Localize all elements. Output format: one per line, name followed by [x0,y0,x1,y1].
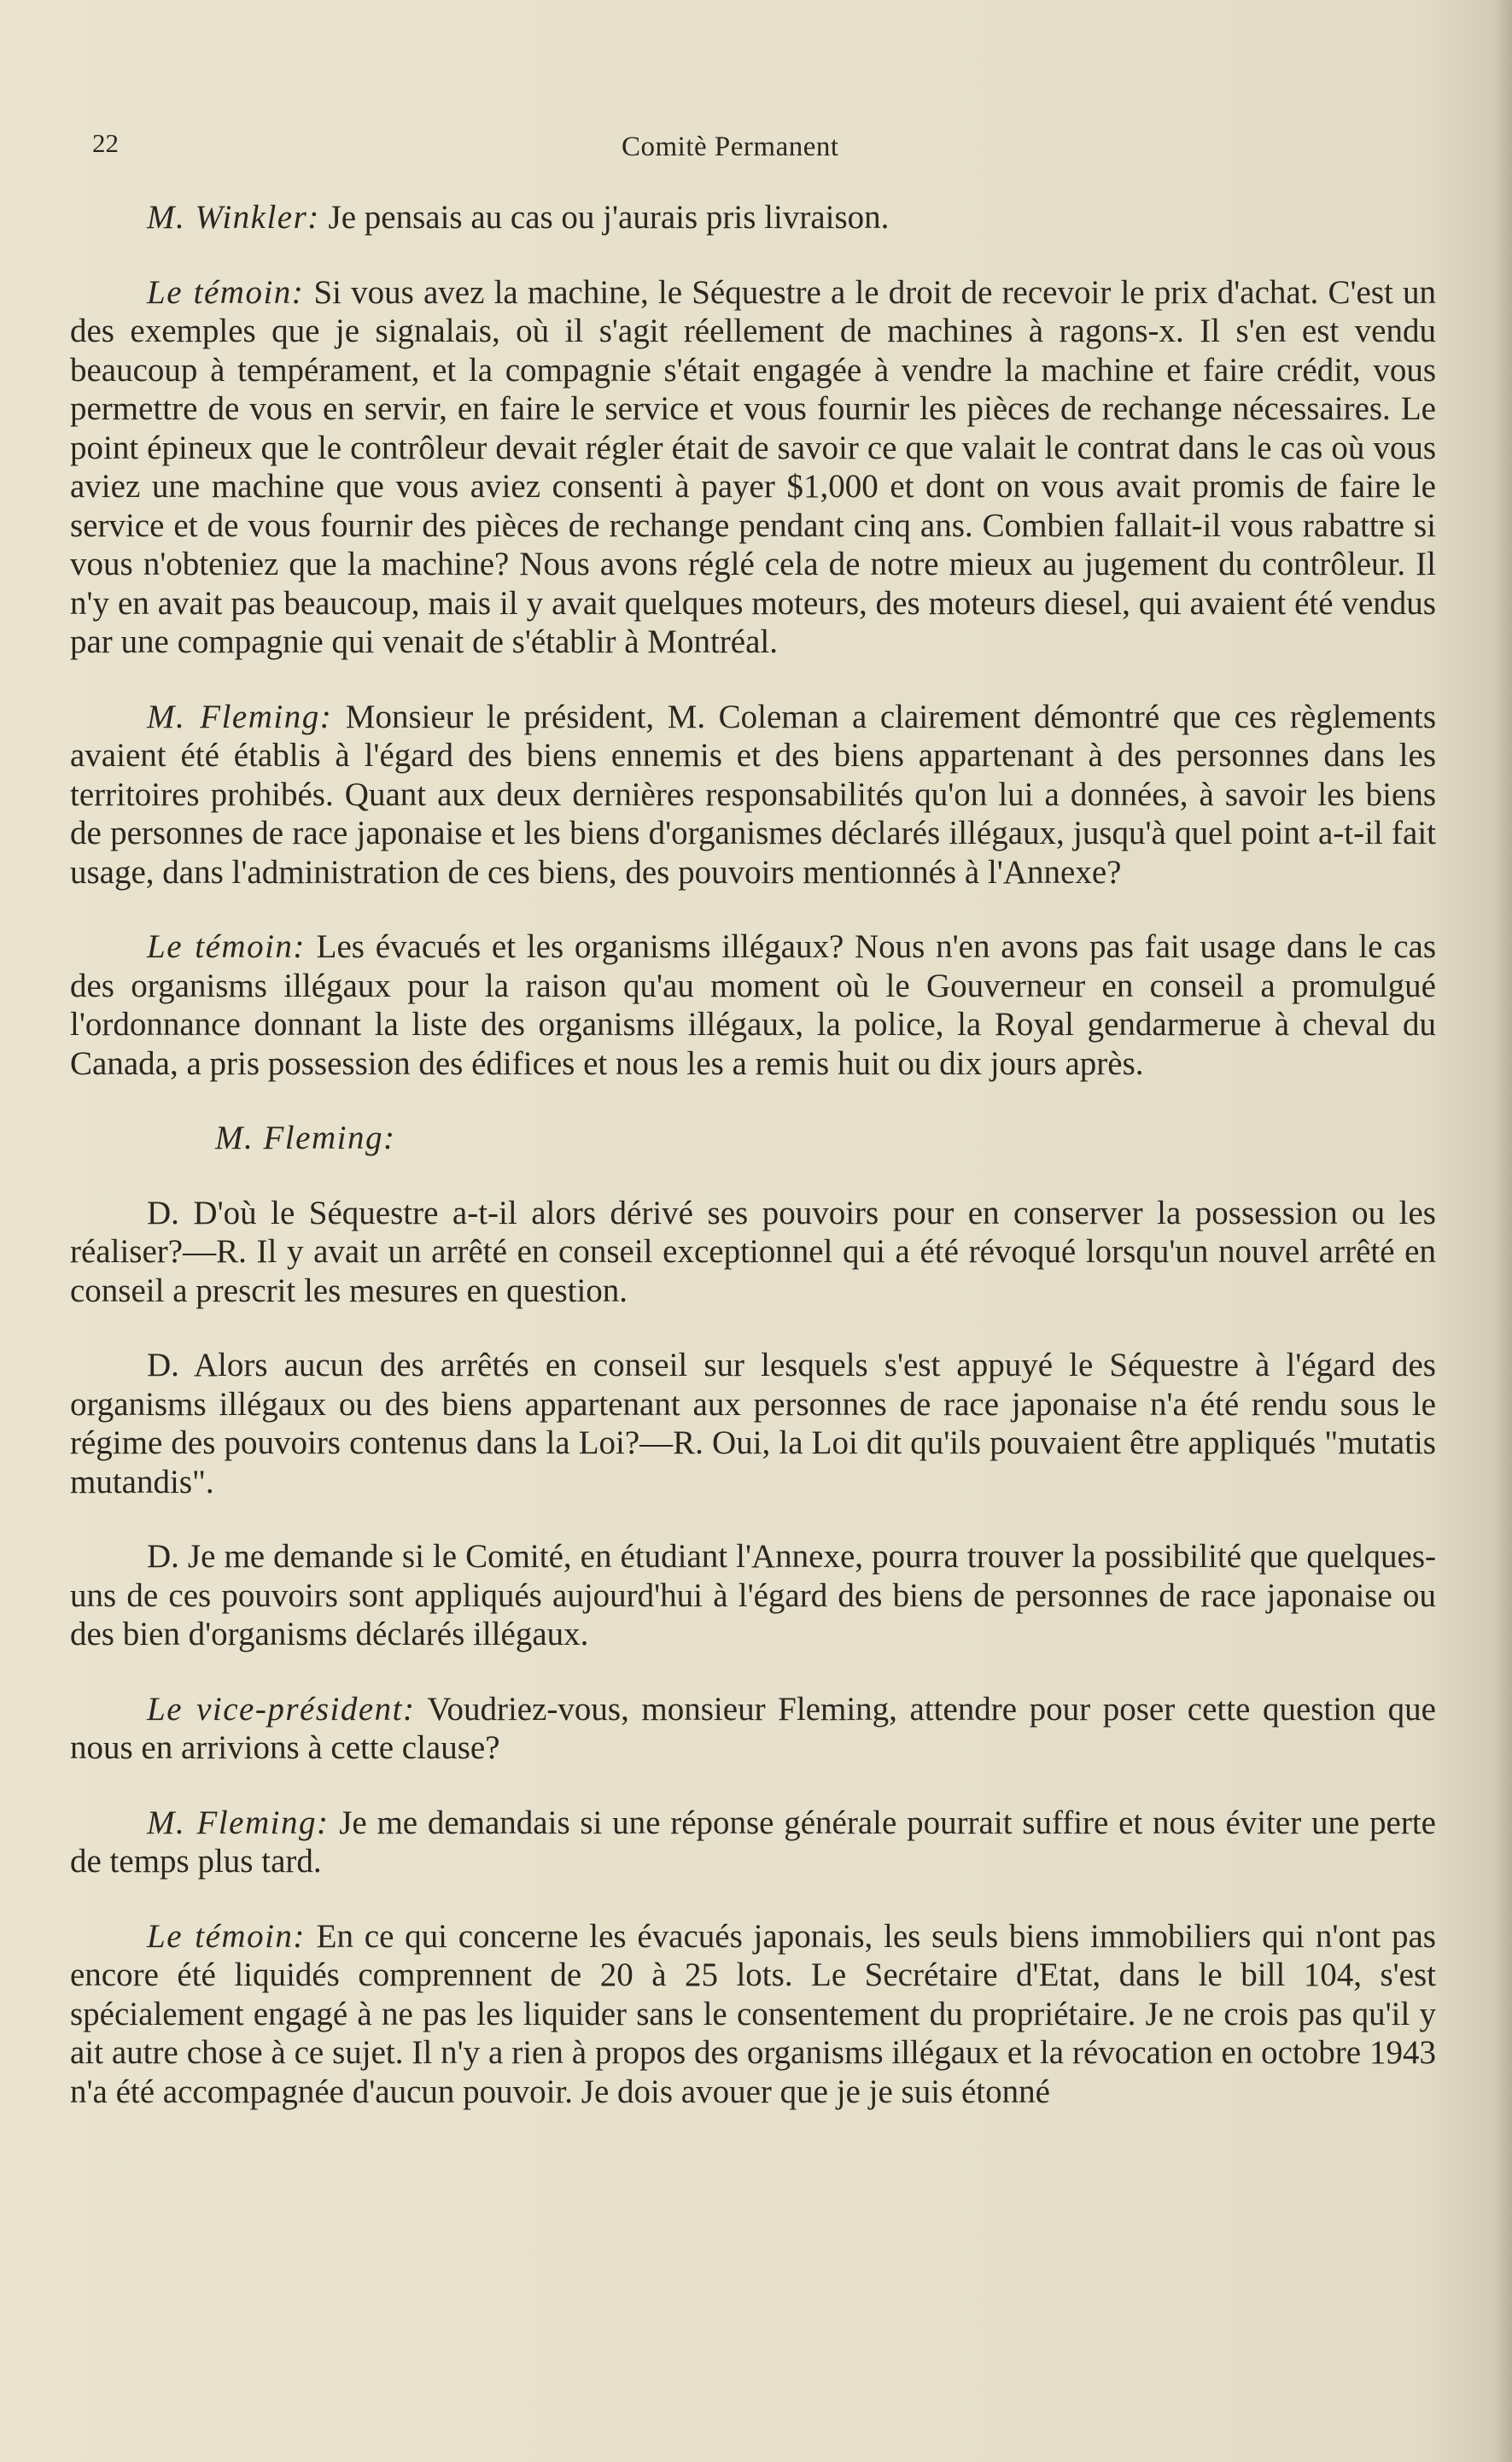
page-number: 22 [92,128,119,158]
speaker-name: M. Winkler: [147,199,320,236]
paragraph-text: Monsieur le président, M. Coleman a clairement démontré que ces règlements avaient été établis à l'égard des biens ennemis et des biens appartenant à des personnes dans les territoires prohibés. Quant aux deux dernières responsabilités qu'on lui a données, à savoir les biens de personnes de race japonaise et les biens d'organismes déclarés illégaux, jusqu'à quel point a-t-il fait usage, dans l'administration de ces biens, des pouvoirs mentionnés à l'Annexe? [70,698,1436,891]
page-header [92,128,1424,171]
paragraph-temoin-1 [70,273,1436,662]
paragraph-question-1 [70,1194,1436,1311]
paragraph-temoin-2 [70,927,1436,1083]
paragraph-fleming-2 [70,1804,1436,1881]
running-title: Comitè Permanent [622,132,839,162]
paragraph-text: En ce qui concerne les évacués japonais, les seuls biens immobiliers qui n'ont pas encore été liquidés comprennent de 20 à 25 lots. Le Secrétaire d'Etat, dans le bill 104, s'est spécialement engagé à ne pas les liquider sans le consentement du propriétaire. Je ne crois pas qu'il y ait autre chose à ce sujet. Il n'y a rien à propos des organisms illégaux et la révocation en octobre 1943 n'a été accompagnée d'aucun pouvoir. Je dois avouer que je je suis étonné [70,1917,1436,2110]
paragraph-text: Les évacués et les organisms illégaux? Nous n'en avons pas fait usage dans le cas des organisms illégaux pour la raison qu'au moment où le Gouverneur en conseil a promulgué l'ordonnance donnant la liste des organisms illégaux, la police, la Royal gendarmerue à cheval du Canada, a pris possession des édifices et nous les a remis huit ou dix jours après. [70,928,1436,1082]
paragraph-temoin-3 [70,1917,1436,2112]
paragraph-text: D. Je me demande si le Comité, en étudiant l'Annexe, pourra trouver la possibilité que quelques-uns de ces pouvoirs sont appliqués aujourd'hui à l'égard des biens de personnes de race japonaise ou des bien d'organisms déclarés illégaux. [70,1538,1436,1652]
paragraph-fleming-heading [70,1119,1436,1158]
paragraph-text: D. Alors aucun des arrêtés en conseil sur lesquels s'est appuyé le Séquestre à l'égard des organisms illégaux ou des biens appartenant aux personnes de race japonaise n'a été rendu sous le régime des pouvoirs contenus dans la Loi?—R. Oui, la Loi dit qu'ils pouvaient être appliqués "mutatis mutandis". [70,1347,1436,1500]
paragraph-winkler [70,198,1436,237]
paragraph-text: D. D'où le Séquestre a-t-il alors dérivé ses pouvoirs pour en conserver la possession ou les réaliser?—R. Il y avait un arrêté en conseil exceptionnel qui a été révoqué lorsqu'un nouvel arrêté en conseil a prescrit les mesures en question. [70,1194,1436,1309]
paragraph-text: Je pensais au cas ou j'aurais pris livraison. [319,199,890,236]
speaker-name: M. Fleming: [147,698,333,735]
paragraph-text: Voudriez-vous, monsieur Fleming, attendre pour poser cette question que nous en arrivions à cette clause? [70,1690,1436,1766]
speaker-name: M. Fleming: [147,1804,330,1841]
body-text [70,198,1436,2147]
speaker-name: Le vice-président: [147,1690,416,1728]
speaker-name: Le témoin: [147,1917,306,1955]
paragraph-question-2 [70,1346,1436,1501]
speaker-name: Le témoin: [147,928,306,965]
page-spine-shadow [1493,0,1512,2462]
paragraph-question-3 [70,1537,1436,1654]
paragraph-fleming-1 [70,698,1436,892]
speaker-name: M. Fleming: [215,1120,396,1156]
paragraph-vice-president [70,1690,1436,1768]
speaker-name: Le témoin: [147,273,305,311]
paragraph-text: Si vous avez la machine, le Séquestre a le droit de recevoir le prix d'achat. C'est un des exemples que je signalais, où il s'agit réellement de machines à ragons-x. Il s'en est vendu beaucoup à tempérament, et la compagnie s'était engagée à vendre la machine et faire crédit, vous permettre de vous en servir, en faire le service et vous fournir les pièces de rechange nécessaires. Le point épineux que le contrôleur devait régler était de savoir ce que valait le contrat dans le cas où vous aviez une machine que vous aviez consenti à payer $1,000 et dont on vous avait promis de faire le service et de vous fournir des pièces de rechange pendant cinq ans. Combien fallait-il vous rabattre si vous n'obteniez que la machine? Nous avons réglé cela de notre mieux au jugement du contrôleur. Il n'y en avait pas beaucoup, mais il y avait quelques moteurs, des moteurs diesel, qui avaient été vendus par une compagnie qui venait de s'établir à Montréal. [70,273,1436,660]
paragraph-text: Je me demandais si une réponse générale pourrait suffire et nous éviter une perte de temps plus tard. [70,1804,1436,1880]
